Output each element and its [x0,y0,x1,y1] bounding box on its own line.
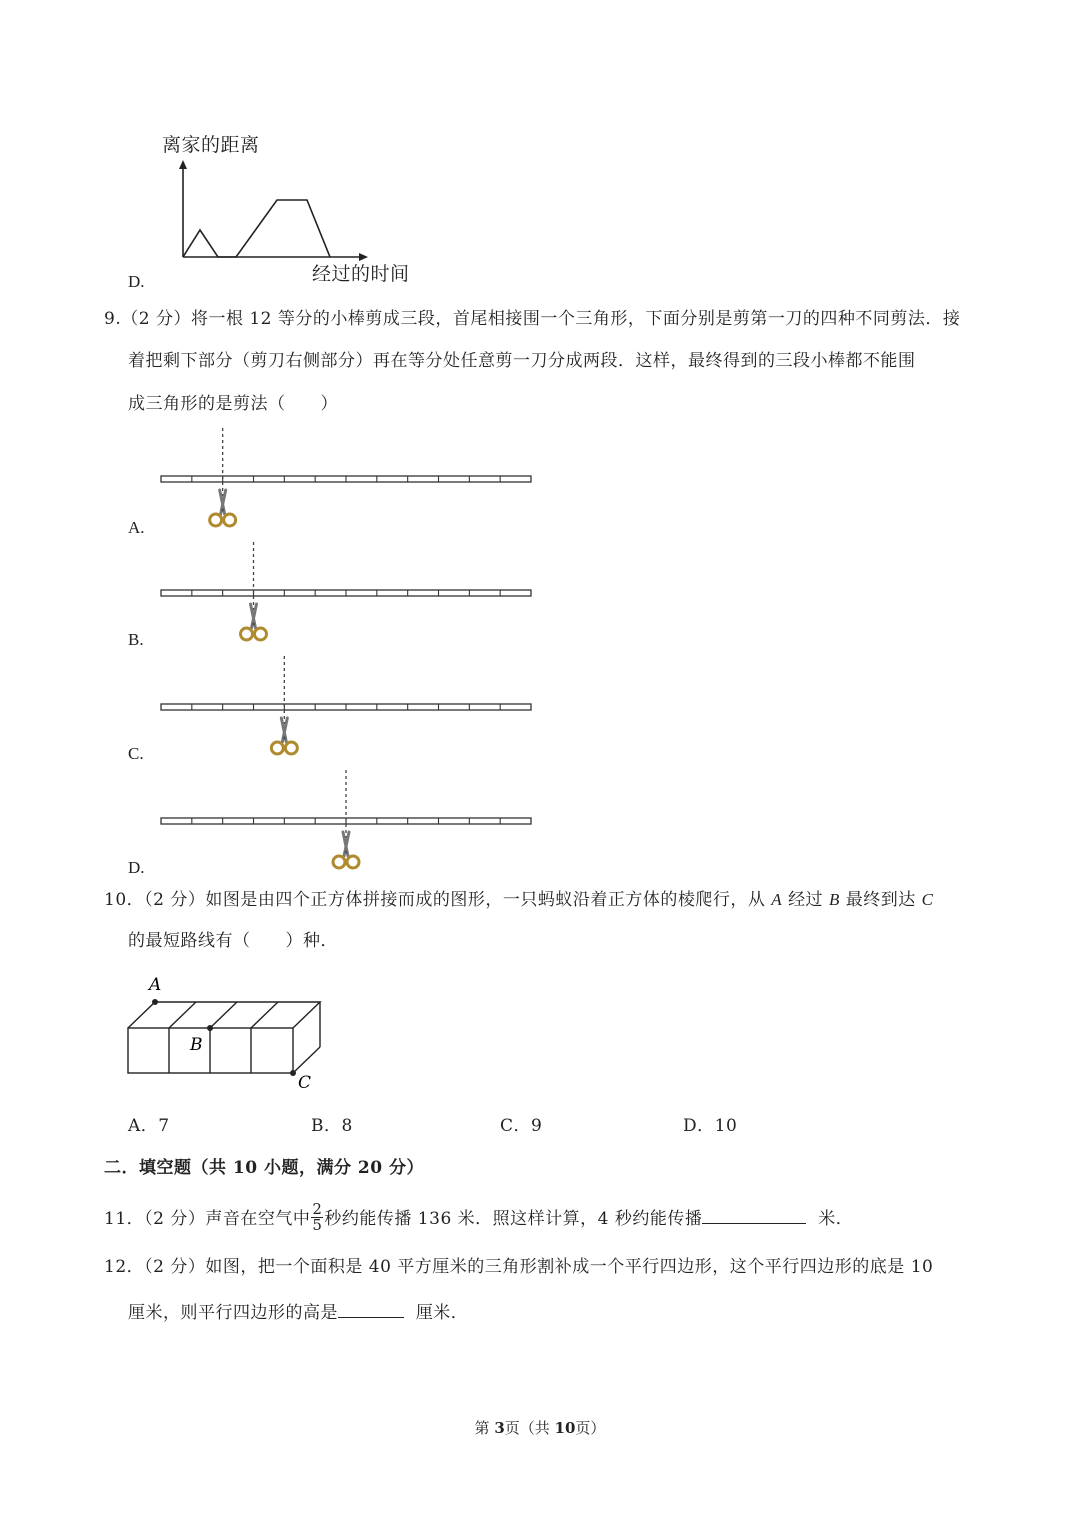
q11-line [104,1200,854,1235]
stick-figure-a [150,424,550,534]
q9-line-1: 9.（2 分）将一根 12 等分的小棒剪成三段，首尾相接围一个三角形，下面分别是剪第一刀的四种不同剪法．接 [104,309,961,329]
stick-figure-d [150,766,550,876]
scissors-handle-right [347,856,359,868]
stick-figure-c [150,652,550,762]
point-b-dot [207,1025,213,1031]
q9-option-b-label: B. [128,630,144,649]
q8-option-d [0,0,1080,300]
distance-time-graph [170,160,370,265]
q11-fraction [311,1202,323,1233]
q10-point-b: B [828,890,840,909]
scissors-handle-right [224,514,236,526]
scissors-handle-left [241,628,253,640]
scissors-pivot [221,509,224,512]
stick-figure-b [150,538,550,648]
q11-fraction-num: 2 [312,1200,323,1218]
scissors-handle-right [255,628,267,640]
q9-line-2: 着把剩下部分（剪刀右侧部分）再在等分处任意剪一刀分成两段．这样，最终得到的三段小棒都不能围 [128,351,916,371]
q11-post: 秒约能传播 136 米．照这样计算，4 秒约能传播 [324,1209,703,1229]
q11-fraction-den: 5 [312,1216,323,1234]
scissors-handle-left [271,742,283,754]
q12-answer-blank[interactable] [338,1301,404,1318]
graph-line [183,200,330,257]
graph-y-arrow [179,160,187,169]
q11-pre: 11．（2 分）声音在空气中 [104,1209,311,1229]
q12-line-1: 12．（2 分）如图，把一个面积是 40 平方厘米的三角形割补成一个平行四边形，这个平行四边形的底是 10 [104,1257,934,1277]
page-footer: 第 3页（共 10页） [474,1419,606,1437]
footer-total-pages: 10 [554,1419,576,1437]
q10-point-c: C [921,890,934,909]
label-c: C [298,1073,312,1093]
q10-choice-a: A．7 [128,1116,170,1136]
q10-line-1-pre: 10．（2 分）如图是由四个正方体拼接而成的图形，一只蚂蚁沿着正方体的棱爬行，从 [104,890,766,910]
q11-end: 米． [818,1209,854,1229]
q9-option-d-label: D. [128,858,145,877]
scissors-pivot [345,851,348,854]
point-a-dot [152,999,158,1005]
scissors-handle-left [210,514,222,526]
q10-line-1 [104,891,934,909]
q11-answer-blank[interactable] [702,1207,806,1224]
graph-y-axis-label: 离家的距离 [162,134,260,156]
q9-line-3: 成三角形的是剪法（ ） [128,394,338,414]
scissors-pivot [283,737,286,740]
footer-page-number: 3 [494,1419,505,1437]
q12-line-2-post: 厘米． [415,1303,469,1323]
point-c-dot [290,1070,296,1076]
label-a: A [149,975,162,995]
q10-choice-b: B．8 [311,1116,353,1136]
cube-row-figure [120,972,340,1094]
q10-line-1-mid: 经过 [788,890,824,910]
option-d-label: D. [128,272,145,291]
q10-line-1-post: 最终到达 [845,890,916,910]
scissors-pivot [252,623,255,626]
graph-x-axis-label: 经过的时间 [312,263,410,285]
graph-x-arrow [359,253,368,261]
q9-option-a-label: A. [128,518,145,537]
q10-line-2: 的最短路线有（ ）种． [128,931,338,951]
q10-choice-d: D．10 [683,1116,738,1136]
q10-choice-c: C．9 [500,1116,543,1136]
q10-point-a: A [771,890,783,909]
stick [161,704,531,710]
scissors-handle-right [285,742,297,754]
scissors-handle-left [333,856,345,868]
q12-line-2 [128,1301,468,1322]
q9-option-c-label: C. [128,744,144,763]
section-2-title: 二．填空题（共 10 小题，满分 20 分） [104,1158,424,1178]
stick [161,476,531,482]
q12-line-2-pre: 厘米，则平行四边形的高是 [128,1303,338,1323]
label-b: B [190,1035,203,1055]
stick [161,590,531,596]
